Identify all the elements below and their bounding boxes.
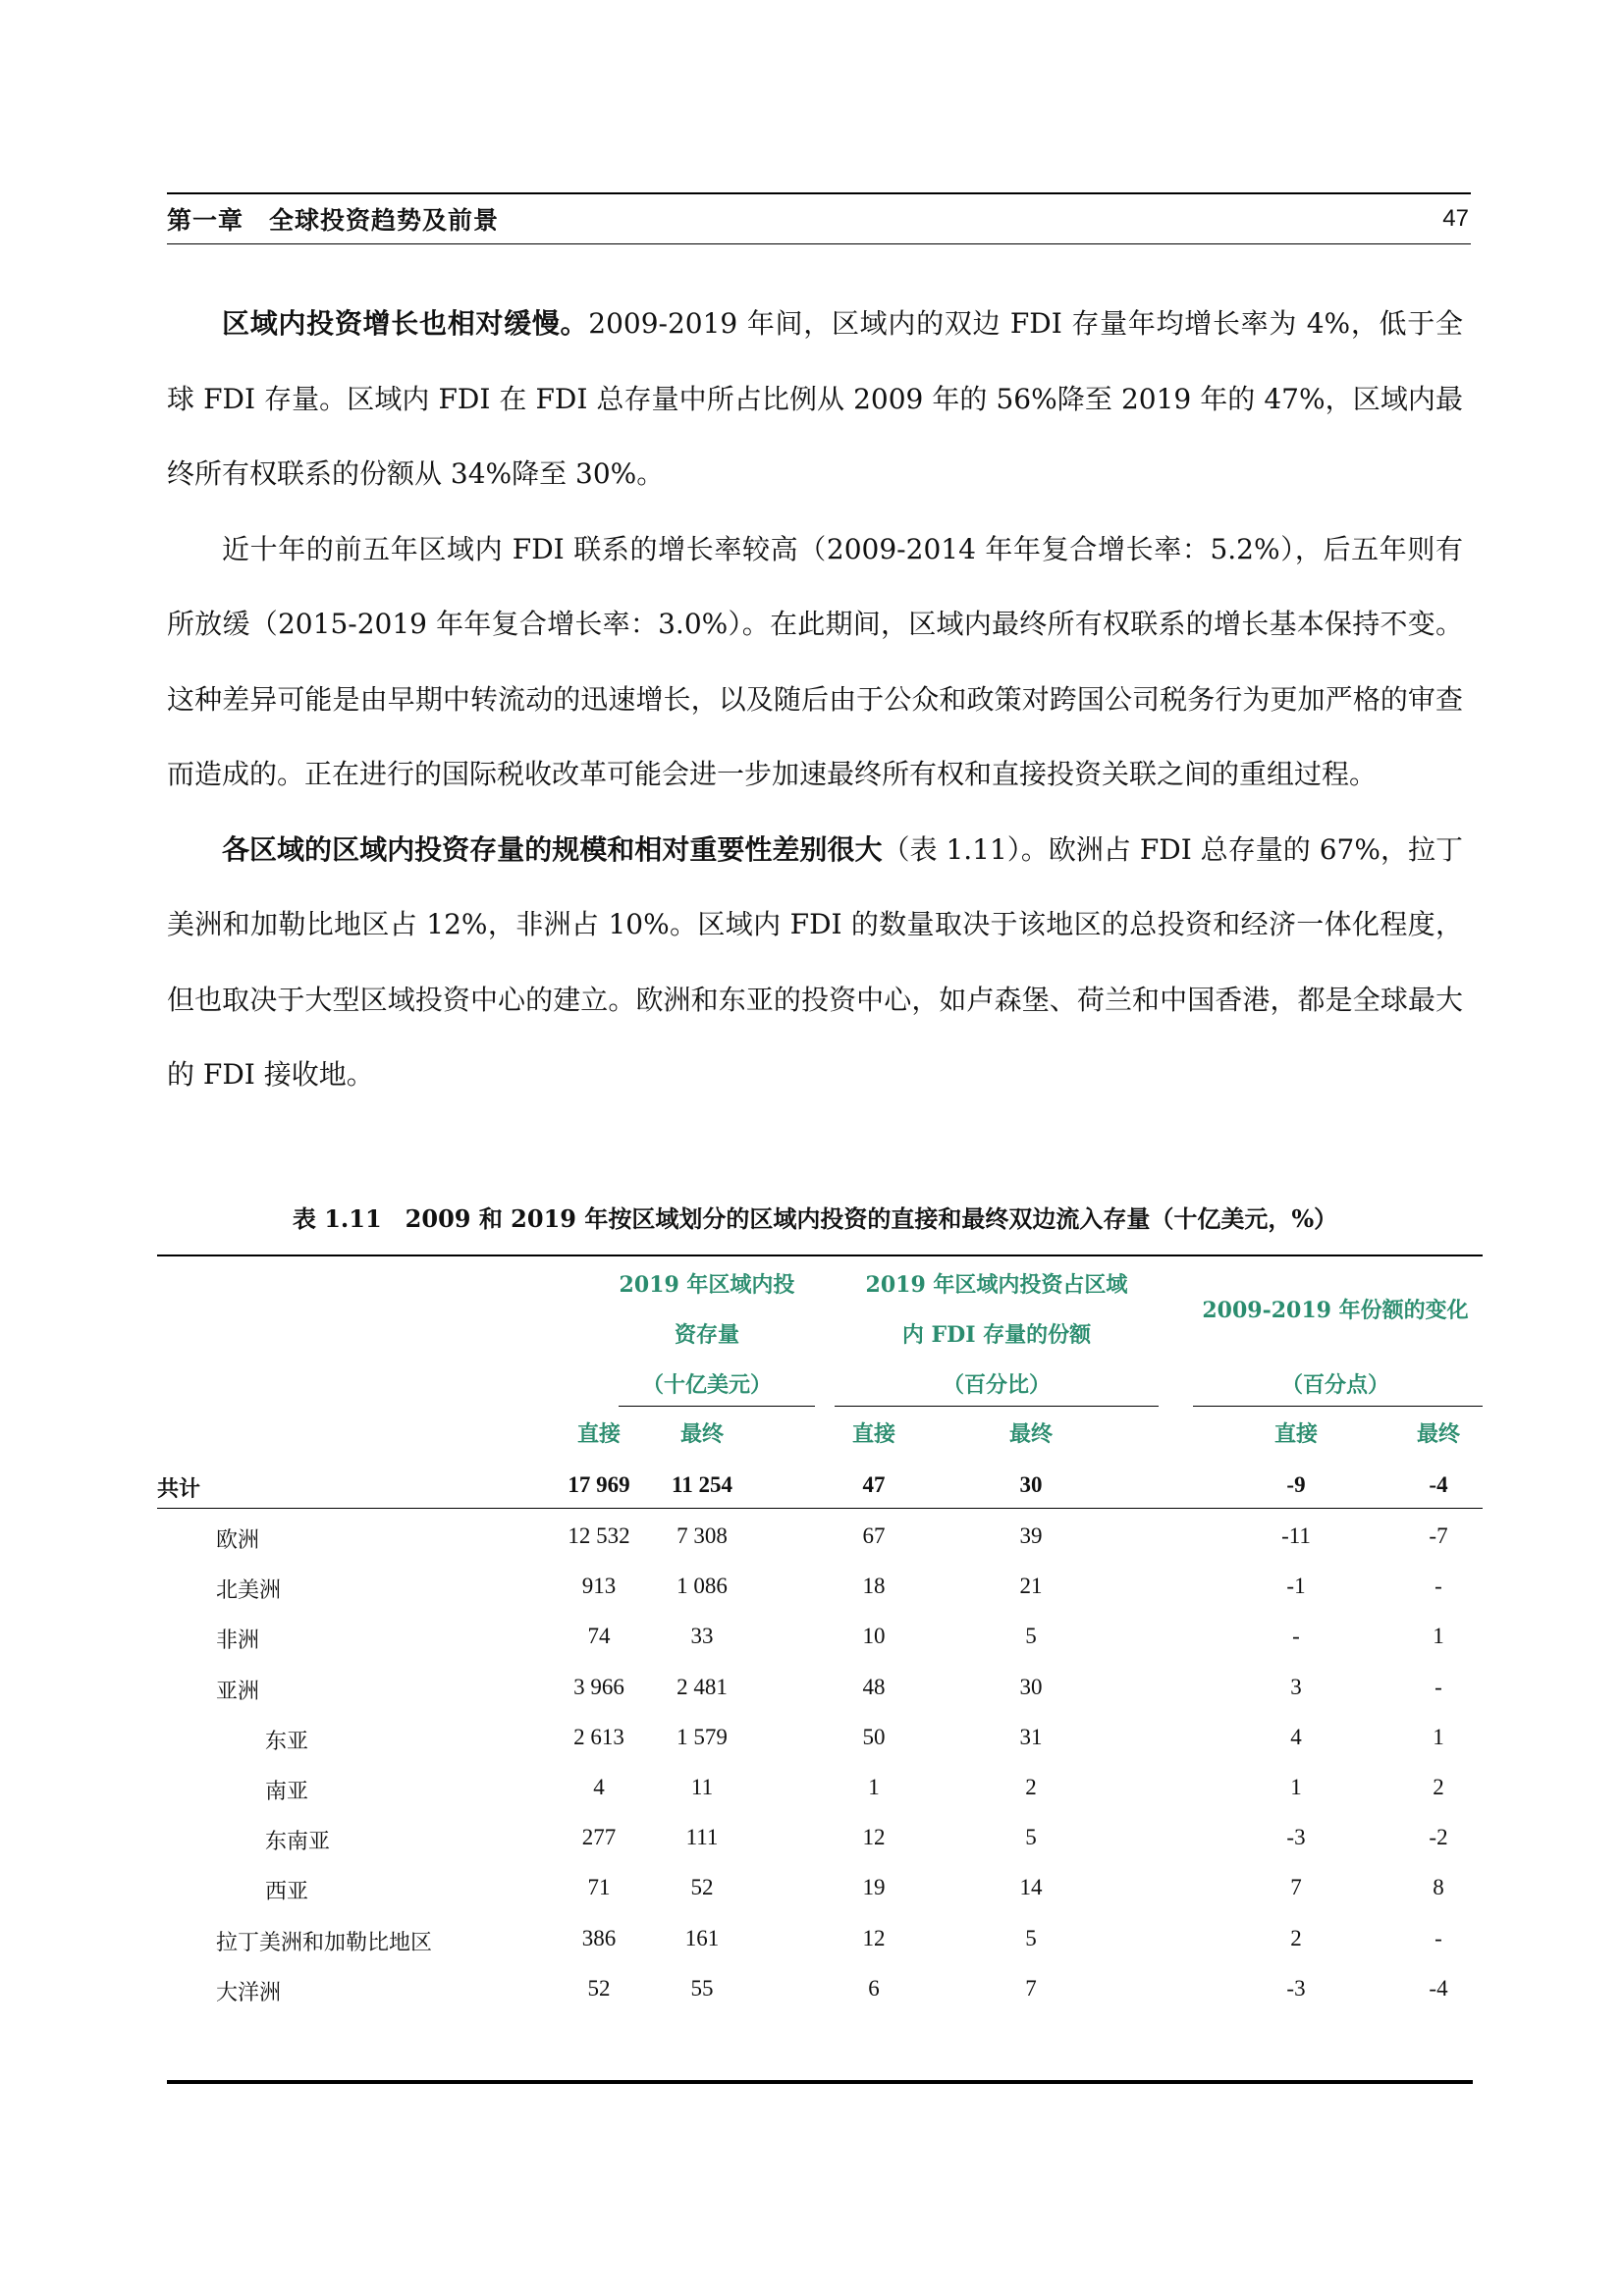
table-cell: -11 bbox=[1281, 1523, 1311, 1548]
table-cell: 5 bbox=[1025, 1624, 1037, 1649]
page-bottom-rule bbox=[167, 2080, 1473, 2084]
table-cell: 55 bbox=[690, 1975, 714, 2001]
group-header-3-unit: （百分点） bbox=[1280, 1372, 1389, 1398]
total-label: 共计 bbox=[157, 1477, 201, 1502]
table-cell: 10 bbox=[862, 1624, 886, 1649]
table-cell: 386 bbox=[581, 1925, 617, 1950]
group-header-2-line1: 2019 年区域内投资占区域 bbox=[865, 1272, 1128, 1298]
total-value: 47 bbox=[862, 1472, 886, 1497]
table-cell: 33 bbox=[690, 1624, 714, 1649]
table-cell: - bbox=[1435, 1925, 1442, 1950]
table-cell: -1 bbox=[1286, 1574, 1306, 1599]
table-cell: 30 bbox=[1019, 1674, 1043, 1699]
table-top-rule bbox=[157, 1255, 1483, 1256]
subheader-direct: 直接 bbox=[851, 1421, 895, 1447]
running-header bbox=[167, 192, 1471, 244]
row-label: 北美洲 bbox=[216, 1578, 282, 1604]
table-cell: 52 bbox=[587, 1975, 611, 2001]
table-cell: 1 bbox=[1433, 1724, 1444, 1749]
table-cell: 39 bbox=[1019, 1523, 1043, 1548]
table-cell: 19 bbox=[862, 1875, 886, 1900]
row-label: 欧洲 bbox=[216, 1528, 260, 1553]
table-cell: - bbox=[1435, 1574, 1442, 1599]
table-cell: 67 bbox=[862, 1523, 886, 1548]
table-cell: -2 bbox=[1429, 1825, 1448, 1850]
table-cell: - bbox=[1435, 1674, 1442, 1699]
paragraph-text: 2009-2019 年间，区域内的双边 FDI 存量年均增长率为 4%，低于全球 FDI 存量。区域内 FDI 在 FDI 总存量中所占比例从 2009 年的 56%降至 2019 年的 47%，区域内最终所有权联系的份额从 34%降至 30%。 bbox=[167, 307, 1463, 490]
table-cell: 2 bbox=[1433, 1775, 1444, 1799]
table-cell: 4 bbox=[1290, 1724, 1302, 1749]
paragraph-3 bbox=[167, 813, 1463, 1113]
table-cell: 1 bbox=[1433, 1624, 1444, 1649]
group-header-1-line1: 2019 年区域内投 bbox=[619, 1272, 795, 1298]
table-cell: 161 bbox=[684, 1925, 720, 1950]
row-label: 东亚 bbox=[265, 1729, 309, 1754]
subheader-ultimate: 最终 bbox=[1008, 1421, 1053, 1447]
paragraph-text: 近十年的前五年区域内 FDI 联系的增长率较高（2009-2014 年年复合增长率：5.2%），后五年则有所放缓（2015-2019 年年复合增长率：3.0%）。在此期间，区域内最终所有权联系的增长基本保持不变。这种差异可能是由早期中转流动的迅速增长，以及随后由于公众和政策对跨国公司税务行为更加严格的审查而造成的。正在进行的国际税收改革可能会进一步加速最终所有权和直接投资关联之间的重组过程。 bbox=[167, 532, 1463, 790]
group-header-2-unit: （百分比） bbox=[942, 1372, 1051, 1398]
paragraph-lead: 各区域的区域内投资存量的规模和相对重要性差别很大 bbox=[222, 832, 883, 866]
subheader-direct: 直接 bbox=[576, 1421, 621, 1447]
table-cell: 1 bbox=[868, 1775, 880, 1799]
group-header-3-line1: 2009-2019 年份额的变化 bbox=[1202, 1298, 1469, 1323]
table-cell: 50 bbox=[862, 1724, 886, 1749]
row-label: 非洲 bbox=[216, 1629, 260, 1654]
table-cell: 8 bbox=[1433, 1875, 1444, 1900]
row-label: 亚洲 bbox=[216, 1679, 260, 1704]
table-cell: 21 bbox=[1019, 1574, 1043, 1599]
row-label: 大洋洲 bbox=[216, 1980, 282, 2005]
table-cell: -7 bbox=[1429, 1523, 1448, 1548]
paragraph-2 bbox=[167, 512, 1463, 813]
paragraph-1 bbox=[167, 287, 1463, 512]
total-rule bbox=[157, 1508, 1483, 1509]
table-cell: 3 966 bbox=[573, 1674, 624, 1699]
table-cell: 71 bbox=[587, 1875, 611, 1900]
group-1-underline bbox=[619, 1406, 815, 1407]
table-cell: 7 bbox=[1290, 1875, 1302, 1900]
table-cell: - bbox=[1292, 1624, 1300, 1649]
table-caption: 表 1.11 2009 和 2019 年按区域划分的区域内投资的直接和最终双边流入存量（十亿美元，%） bbox=[292, 1204, 1338, 1233]
table-cell: 12 bbox=[862, 1825, 886, 1850]
body-text bbox=[167, 287, 1463, 1113]
group-header-1-unit: （十亿美元） bbox=[641, 1372, 772, 1398]
table-cell: 3 bbox=[1290, 1674, 1302, 1699]
table-cell: 277 bbox=[581, 1825, 617, 1850]
table-cell: -3 bbox=[1286, 1825, 1306, 1850]
subheader-direct: 直接 bbox=[1273, 1421, 1318, 1447]
total-value: -9 bbox=[1286, 1472, 1306, 1497]
row-label: 拉丁美洲和加勒比地区 bbox=[216, 1930, 433, 1955]
chapter-title: 第一章 全球投资趋势及前景 bbox=[167, 206, 500, 235]
subheader-ultimate: 最终 bbox=[1416, 1421, 1460, 1447]
paragraph-lead: 区域内投资增长也相对缓慢。 bbox=[222, 307, 589, 340]
table-cell: 7 308 bbox=[677, 1523, 728, 1548]
table-cell: -3 bbox=[1286, 1975, 1306, 2001]
row-label: 西亚 bbox=[265, 1880, 309, 1905]
row-label: 东南亚 bbox=[265, 1830, 331, 1855]
table-cell: 48 bbox=[862, 1674, 886, 1699]
table-cell: 1 086 bbox=[677, 1574, 728, 1599]
table-cell: 5 bbox=[1025, 1825, 1037, 1850]
table-cell: 18 bbox=[862, 1574, 886, 1599]
table-cell: 2 bbox=[1290, 1925, 1302, 1950]
table-cell: 52 bbox=[690, 1875, 714, 1900]
total-value: 11 254 bbox=[672, 1472, 732, 1497]
subheader-ultimate: 最终 bbox=[679, 1421, 724, 1447]
table-cell: 2 bbox=[1025, 1775, 1037, 1799]
table-cell: 1 579 bbox=[677, 1724, 728, 1749]
table-cell: 2 481 bbox=[677, 1674, 728, 1699]
table-cell: 7 bbox=[1025, 1975, 1037, 2001]
data-table bbox=[157, 1255, 1483, 2097]
group-header-1-line2: 资存量 bbox=[674, 1322, 739, 1348]
table-cell: 111 bbox=[685, 1825, 719, 1850]
table-cell: 14 bbox=[1019, 1875, 1043, 1900]
table-cell: 1 bbox=[1290, 1775, 1302, 1799]
table-cell: 4 bbox=[593, 1775, 605, 1799]
table-cell: 6 bbox=[868, 1975, 880, 2001]
page-number: 47 bbox=[1442, 205, 1469, 232]
total-value: 17 969 bbox=[568, 1472, 630, 1497]
table-cell: 12 532 bbox=[568, 1523, 630, 1548]
total-value: 30 bbox=[1019, 1472, 1043, 1497]
table-cell: 11 bbox=[690, 1775, 714, 1799]
table-cell: -4 bbox=[1429, 1975, 1448, 2001]
table-cell: 2 613 bbox=[573, 1724, 624, 1749]
group-2-underline bbox=[835, 1406, 1159, 1407]
table-cell: 31 bbox=[1019, 1724, 1043, 1749]
table-cell: 12 bbox=[862, 1925, 886, 1950]
row-label: 南亚 bbox=[265, 1780, 309, 1804]
table-cell: 74 bbox=[587, 1624, 611, 1649]
table-cell: 5 bbox=[1025, 1925, 1037, 1950]
table-cell: 913 bbox=[581, 1574, 617, 1599]
total-value: -4 bbox=[1429, 1472, 1448, 1497]
group-3-underline bbox=[1193, 1406, 1483, 1407]
paragraph-text: （表 1.11）。欧洲占 FDI 总存量的 67%，拉丁美洲和加勒比地区占 12%，非洲占 10%。区域内 FDI 的数量取决于该地区的总投资和经济一体化程度，但也取决于大型区域投资中心的建立。欧洲和东亚的投资中心，如卢森堡、荷兰和中国香港，都是全球最大的 FDI 接收地。 bbox=[167, 832, 1463, 1091]
group-header-2-line2: 内 FDI 存量的份额 bbox=[901, 1322, 1092, 1348]
